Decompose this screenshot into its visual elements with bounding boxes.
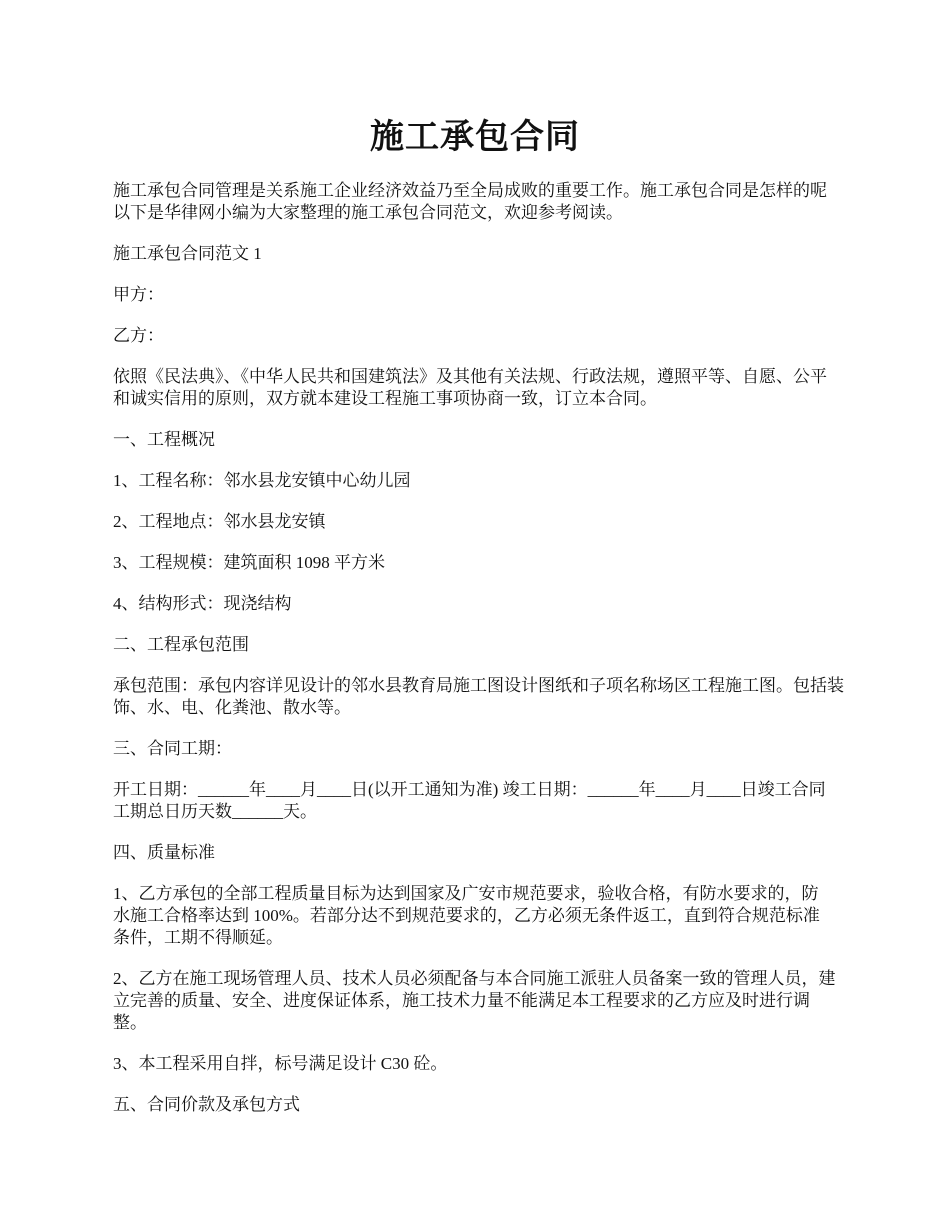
intro-paragraph: 施工承包合同管理是关系施工企业经济效益乃至全局成败的重要工作。施工承包合同是怎样的呢 以下是华律网小编为大家整理的施工承包合同范文，欢迎参考阅读。 — [113, 181, 827, 222]
project-location-line: 2、工程地点：邻水县龙安镇 — [113, 512, 326, 531]
project-scale-line: 3、工程规模：建筑面积 1098 平方米 — [113, 553, 385, 572]
section-heading-contract-scope: 二、工程承包范围 — [113, 635, 249, 654]
section-heading-quality-standard: 四、质量标准 — [113, 843, 215, 862]
contract-dates-paragraph: 开工日期：______年____月____日(以开工通知为准) 竣工日期：______年____月____日竣工合同工期总日历天数______天。 — [113, 780, 826, 821]
section-heading-contract-price: 五、合同价款及承包方式 — [113, 1095, 300, 1114]
structure-form-line: 4、结构形式：现浇结构 — [113, 594, 292, 613]
section-heading-contract-period: 三、合同工期： — [113, 739, 232, 758]
project-name-line: 1、工程名称：邻水县龙安镇中心幼儿园 — [113, 471, 411, 490]
legal-basis-paragraph: 依照《民法典》、《中华人民共和国建筑法》及其他有关法规、行政法规，遵照平等、自愿、公平和诚实信用的原则，双方就本建设工程施工事项协商一致，订立本合同。 — [113, 367, 827, 408]
party-b-line: 乙方： — [113, 326, 164, 345]
party-a-line: 甲方： — [113, 285, 164, 304]
contract-scope-paragraph: 承包范围：承包内容详见设计的邻水县教育局施工图设计图纸和子项名称场区工程施工图。包括装饰、水、电、化粪池、散水等。 — [113, 676, 844, 717]
document-page — [113, 0, 863, 1116]
quality-clause-2: 2、乙方在施工现场管理人员、技术人员必须配备与本合同施工派驻人员备案一致的管理人员，建立完善的质量、安全、进度保证体系，施工技术力量不能满足本工程要求的乙方应及时进行调整。 — [113, 969, 836, 1032]
quality-clause-3: 3、本工程采用自拌，标号满足设计 C30 砼。 — [113, 1054, 448, 1073]
section-heading-sample-1: 施工承包合同范文 1 — [113, 244, 262, 263]
document-title: 施工承包合同 — [370, 119, 580, 156]
quality-clause-1: 1、乙方承包的全部工程质量目标为达到国家及广安市规范要求，验收合格，有防水要求的，防水施工合格率达到 100%。若部分达不到规范要求的，乙方必须无条件返工，直到符合规范标准条件，工期不得顺延。 — [113, 884, 820, 947]
section-heading-project-overview: 一、工程概况 — [113, 430, 215, 449]
